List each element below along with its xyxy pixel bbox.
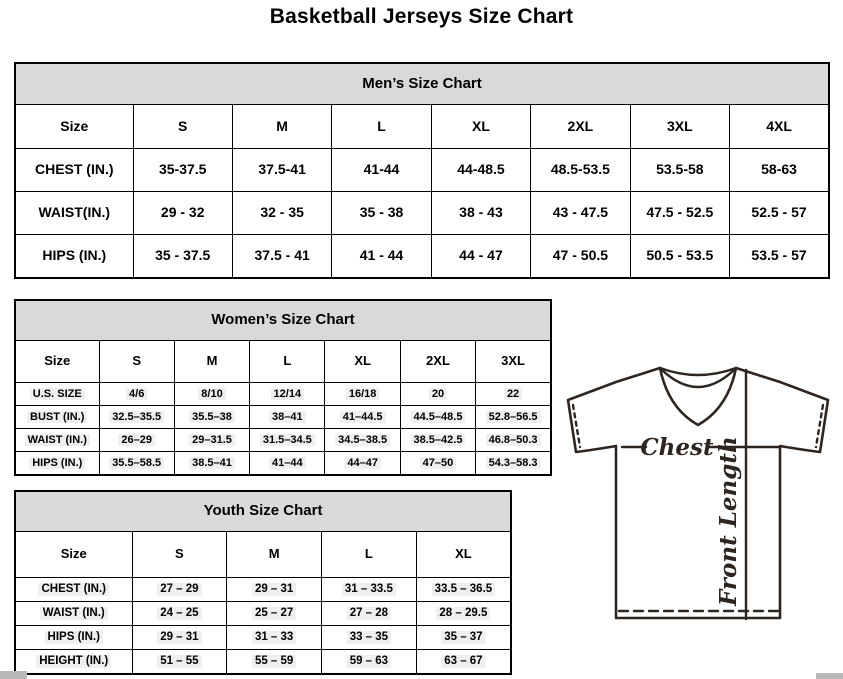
size-value-cell: 35 - 37.5 [133,235,232,278]
size-value-cell [416,578,511,602]
size-value-cell: 52.5 - 57 [730,192,830,235]
highlighted-text: 8/10 [198,388,225,400]
size-value-cell [174,406,249,429]
highlighted-text: 47–50 [420,457,457,469]
highlighted-text: WAIST (IN.) [40,607,108,620]
size-value-cell [416,602,511,626]
column-header-cell: 2XL [531,105,630,149]
column-header-cell: M [227,532,322,578]
highlighted-text: 16/18 [346,388,380,400]
highlighted-text: 29–31.5 [189,434,235,446]
size-value-cell [132,578,227,602]
highlighted-text: 24 – 25 [157,607,201,620]
column-header-cell: 3XL [476,341,551,383]
size-value-cell [250,406,325,429]
highlighted-text: 63 – 67 [441,655,485,668]
column-header-cell: L [250,341,325,383]
highlighted-text: 26–29 [118,434,155,446]
row-label-cell [15,452,99,475]
size-value-cell [325,429,400,452]
highlighted-text: 35 – 37 [441,631,485,644]
highlighted-text: 35.5–38 [189,411,235,423]
column-header-cell: Size [15,341,99,383]
highlighted-text: 29 – 31 [157,631,201,644]
womens-size-table [14,299,552,476]
row-label-cell: CHEST (IN.) [15,149,133,192]
size-value-cell: 48.5-53.5 [531,149,630,192]
highlighted-text: 29 – 31 [252,583,296,596]
highlighted-text: 22 [504,388,522,400]
highlighted-text: 38.5–41 [189,457,235,469]
size-value-cell [416,626,511,650]
table-row [15,650,511,674]
column-header-cell: Size [15,105,133,149]
highlighted-text: 32.5–35.5 [109,411,164,423]
highlighted-text: 54.3–58.3 [486,457,541,469]
size-value-cell [325,383,400,406]
size-value-cell: 44 - 47 [431,235,530,278]
size-value-cell [99,452,174,475]
highlighted-text: 31 – 33 [252,631,296,644]
table-row [15,149,829,192]
size-value-cell: 37.5-41 [232,149,331,192]
table-row [15,578,511,602]
column-header-cell: 2XL [400,341,475,383]
size-value-cell: 43 - 47.5 [531,192,630,235]
column-header-cell: L [322,532,417,578]
table-row [15,383,551,406]
highlighted-text: 35.5–58.5 [109,457,164,469]
highlighted-text: 20 [429,388,447,400]
size-value-cell [250,429,325,452]
size-value-cell: 44-48.5 [431,149,530,192]
womens-table-title: Women’s Size Chart [15,300,551,341]
size-value-cell [400,452,475,475]
row-label-cell [15,578,132,602]
highlighted-text: 28 – 29.5 [436,607,490,620]
size-value-cell [325,406,400,429]
size-value-cell [132,626,227,650]
table-row [15,429,551,452]
scrollbar-fragment-right[interactable] [816,673,843,679]
size-value-cell [322,602,417,626]
size-value-cell: 35-37.5 [133,149,232,192]
highlighted-text: BUST (IN.) [27,411,87,423]
row-label-cell [15,429,99,452]
size-value-cell [250,383,325,406]
highlighted-text: 4/6 [126,388,147,400]
highlighted-text: 34.5–38.5 [335,434,390,446]
youth-table-title: Youth Size Chart [15,491,511,532]
column-header-cell: M [174,341,249,383]
jersey-measurement-diagram [556,358,843,630]
size-value-cell: 29 - 32 [133,192,232,235]
size-value-cell [476,429,551,452]
size-value-cell [227,578,322,602]
size-value-cell: 50.5 - 53.5 [630,235,729,278]
size-value-cell: 58-63 [730,149,830,192]
highlighted-text: 52.8–56.5 [486,411,541,423]
size-value-cell: 41-44 [332,149,431,192]
chest-label: Chest [640,434,714,461]
highlighted-text: 33.5 – 36.5 [432,583,496,596]
highlighted-text: 38.5–42.5 [411,434,466,446]
size-value-cell: 35 - 38 [332,192,431,235]
highlighted-text: WAIST (IN.) [25,434,90,446]
scrollbar-fragment-left[interactable] [0,671,27,679]
row-label-cell [15,406,99,429]
row-label-cell [15,626,132,650]
highlighted-text: 51 – 55 [157,655,201,668]
highlighted-text: U.S. SIZE [30,388,85,400]
highlighted-text: 25 – 27 [252,607,296,620]
highlighted-text: 31 – 33.5 [342,583,396,596]
size-value-cell [174,383,249,406]
size-value-cell [227,626,322,650]
highlighted-text: 38–41 [269,411,306,423]
size-value-cell [174,452,249,475]
size-value-cell [476,383,551,406]
highlighted-text: 31.5–34.5 [260,434,315,446]
highlighted-text: 44–47 [344,457,381,469]
highlighted-text: HEIGHT (IN.) [36,655,111,668]
size-value-cell [174,429,249,452]
column-header-cell: M [232,105,331,149]
column-header-cell: S [133,105,232,149]
size-value-cell [132,602,227,626]
size-value-cell: 38 - 43 [431,192,530,235]
row-label-cell [15,383,99,406]
size-value-cell: 37.5 - 41 [232,235,331,278]
highlighted-text: HIPS (IN.) [29,457,85,469]
table-row [15,602,511,626]
column-header-cell: Size [15,532,132,578]
size-value-cell [99,406,174,429]
jersey-outline-icon [568,368,828,618]
highlighted-text: 44.5–48.5 [411,411,466,423]
highlighted-text: CHEST (IN.) [38,583,109,596]
highlighted-text: 27 – 28 [347,607,391,620]
column-header-cell: 3XL [630,105,729,149]
size-value-cell: 41 - 44 [332,235,431,278]
highlighted-text: 33 – 35 [347,631,391,644]
highlighted-text: 27 – 29 [157,583,201,596]
size-value-cell [227,602,322,626]
row-label-cell: HIPS (IN.) [15,235,133,278]
row-label-cell [15,602,132,626]
row-label-cell [15,650,132,674]
highlighted-text: 12/14 [271,388,305,400]
column-header-cell: XL [431,105,530,149]
collar-back-arc-icon [660,368,736,375]
size-value-cell [322,626,417,650]
highlighted-text: 55 – 59 [252,655,296,668]
size-value-cell [99,383,174,406]
page-title: Basketball Jerseys Size Chart [269,5,574,28]
mens-size-table [14,62,830,279]
table-row [15,452,551,475]
size-value-cell [476,406,551,429]
size-value-cell: 53.5-58 [630,149,729,192]
column-header-cell: S [99,341,174,383]
size-value-cell: 32 - 35 [232,192,331,235]
column-header-cell: XL [416,532,511,578]
column-header-cell: 4XL [730,105,830,149]
size-value-cell [416,650,511,674]
size-value-cell [227,650,322,674]
table-row [15,192,829,235]
highlighted-text: HIPS (IN.) [45,631,103,644]
mens-table-title: Men’s Size Chart [15,63,829,105]
size-value-cell [322,578,417,602]
size-value-cell [476,452,551,475]
column-header-cell: S [132,532,227,578]
row-label-cell: WAIST(IN.) [15,192,133,235]
size-value-cell [400,429,475,452]
size-value-cell [99,429,174,452]
size-value-cell [132,650,227,674]
highlighted-text: 41–44 [269,457,306,469]
size-value-cell [400,406,475,429]
size-value-cell [322,650,417,674]
table-row [15,626,511,650]
column-header-cell: XL [325,341,400,383]
size-value-cell [400,383,475,406]
youth-size-table [14,490,512,675]
size-value-cell [325,452,400,475]
highlighted-text: 46.8–50.3 [486,434,541,446]
table-row [15,235,829,278]
front-length-label: Front Length [715,436,742,606]
size-value-cell [250,452,325,475]
highlighted-text: 41–44.5 [340,411,386,423]
column-header-cell: L [332,105,431,149]
size-value-cell: 53.5 - 57 [730,235,830,278]
highlighted-text: 59 – 63 [347,655,391,668]
size-value-cell: 47 - 50.5 [531,235,630,278]
size-value-cell: 47.5 - 52.5 [630,192,729,235]
table-row [15,406,551,429]
